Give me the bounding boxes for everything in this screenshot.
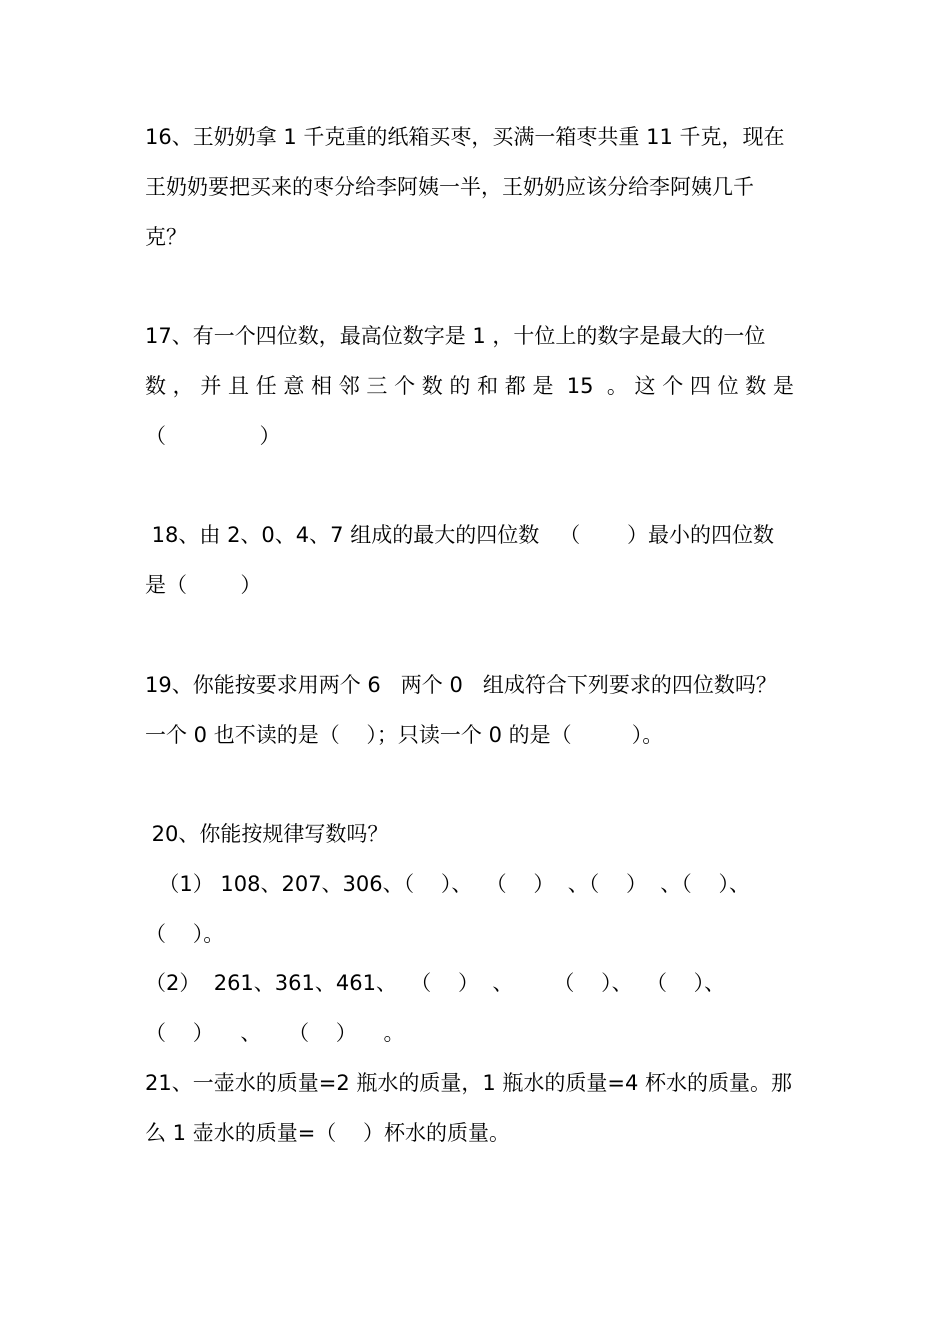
question-18-line-1: 18、由 2、0、4、7 组成的最大的四位数 （ ）最小的四位数 xyxy=(145,523,774,547)
question-16-line-3: 克？ xyxy=(145,225,187,249)
question-19-line-2: 一个 0 也不读的是（ ）；只读一个 0 的是（ ）。 xyxy=(145,723,664,747)
question-20-part-2: （2） 261、361、461、 （ ） 、 （ ）、 （ ）、 xyxy=(145,971,726,995)
question-21-line-2: 么 1 壶水的质量=（ ）杯水的质量。 xyxy=(145,1121,511,1145)
question-16-line-2: 王奶奶要把买来的枣分给李阿姨一半，王奶奶应该分给李阿姨几千 xyxy=(145,175,754,199)
question-17-answer-blank: （ ） xyxy=(145,424,281,448)
question-16-line-1: 16、王奶奶拿 1 千克重的纸箱买枣，买满一箱枣共重 11 千克，现在 xyxy=(145,125,785,149)
question-17-line-1: 17、有一个四位数，最高位数字是 1 ，十位上的数字是最大的一位 xyxy=(145,324,766,348)
question-20-title: 20、你能按规律写数吗？ xyxy=(145,822,389,846)
question-17-line-2: 数 ， 并 且 任 意 相 邻 三 个 数 的 和 都 是 15 。 这 个 四 位 数 是 xyxy=(145,374,794,398)
question-20-part-1-cont: （ ）。 xyxy=(145,922,225,946)
question-20-part-2-cont: （ ） 、 （ ） 。 xyxy=(145,1021,405,1045)
question-21-line-1: 21、一壶水的质量=2 瓶水的质量，1 瓶水的质量=4 杯水的质量。那 xyxy=(145,1071,793,1095)
question-19-line-1: 19、你能按要求用两个 6 两个 0 组成符合下列要求的四位数吗？ xyxy=(145,673,777,697)
question-20-part-1: （1） 108、207、306、（ ）、 （ ） 、（ ） 、（ ）、 xyxy=(145,872,750,896)
question-18-line-2: 是（ ） xyxy=(145,573,262,597)
